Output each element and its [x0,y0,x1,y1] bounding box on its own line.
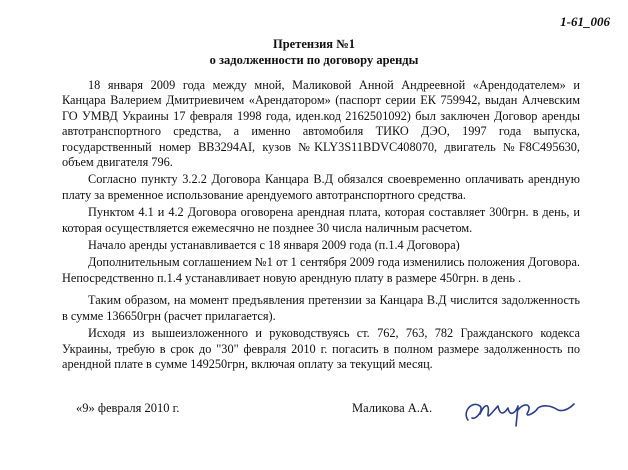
paragraph-rent-terms: Пунктом 4.1 и 4.2 Договора оговорена арендная плата, которая составляет 300грн. в день, и которая осуществляется ежемесячно не позднее 30 числа наличным расчетом. [62,205,580,235]
paragraph-amendment: Дополнительным соглашением №1 от 1 сентября 2009 года изменились положения Договора. Непосредственно п.1.4 устанавливает новую арендную плату в размере 450грн. в день . [62,255,580,285]
paragraph-obligation: Согласно пункту 3.2.2 Договора Канцара В.Д обязался своевременно оплачивать арендную плату за временное использование арендуемого автотранспортного средства. [62,172,580,202]
paragraph-debt: Таким образом, на момент предъявления претензии за Канцара В.Д числится задолженность в сумме 136650грн (расчет прилагается). [62,293,580,323]
signer-name: Маликова А.А. [352,401,433,415]
document-id: 1-61_006 [560,14,610,29]
paragraph-rent-start: Начало аренды устанавливается с 18 января 2009 года (п.1.4 Договора) [88,238,460,253]
paragraph-contract: 18 января 2009 года между мной, Маликовой Анной Андреевной «Арендодателем» и Канцара Валерием Дмитриевичем «Арендатором» (паспорт серии ЕК 759942, выдан Алчевским ГО УМВД Украины 17 февраля 1998 года, иден.код 2162501092) был заключен Договор аренды автотранспортного средства, а именно автомобиля ТИКО ДЭО, 1997 года выпуска, государственный номер ВВ3294АІ, кузов №KLY3S11BDVC408070, двигатель №F8C495630, объем двигателя 796. [62,78,580,170]
document-title: Претензия №1 [272,37,356,51]
title-block [0,36,628,68]
handwritten-signature [458,392,578,432]
paragraph-demand: Исходя из вышеизложенного и руководствуясь ст. 762, 763, 782 Гражданского кодекса Украины, требую в срок до "30" февраля 2010 г. погасить в полном размере задолженность по арендной плате в сумме 149250грн, включая оплату за текущий месяц. [62,326,580,371]
document-date: «9» февраля 2010 г. [76,401,180,415]
document-footer [0,396,628,436]
document-body [62,78,580,374]
document-subtitle: о задолженности по договору аренды [209,53,419,67]
